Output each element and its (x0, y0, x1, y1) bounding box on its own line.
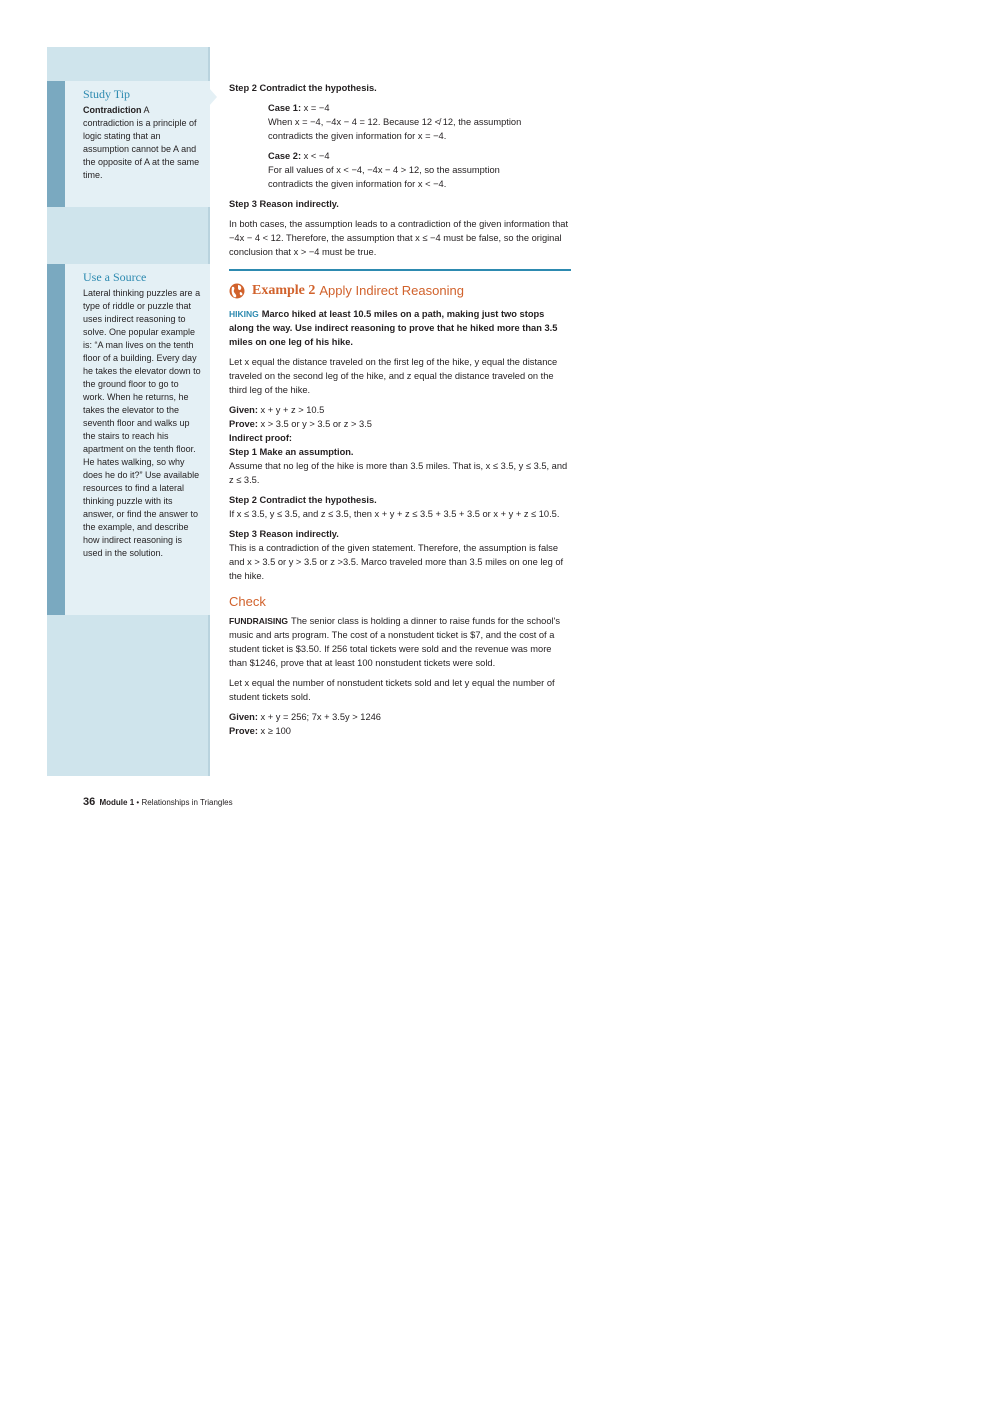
example-intro: Let x equal the distance traveled on the first leg of the hike, y equal the distance traveled on the second leg of the hike, and z equal the distance traveled on the third leg of the hike. (229, 357, 558, 395)
footer-separator: • (136, 798, 140, 807)
case2-line2: contradicts the given information for x < −4. (268, 179, 447, 189)
globe-icon (229, 283, 245, 299)
example-label: Example 2 (252, 283, 316, 298)
given-text: x + y + z > 10.5 (260, 405, 325, 415)
study-tip-body (83, 104, 202, 182)
case2-line1: For all values of x < −4, −4x − 4 > 12, so the assumption (268, 165, 500, 175)
ex-step2-label: Step 2 Contradict the hypothesis. (229, 495, 377, 505)
study-tip-box (47, 81, 210, 207)
use-source-title: Use a Source (83, 270, 147, 284)
example-title: Apply Indirect Reasoning (319, 283, 464, 298)
check-intro: Let x equal the number of nonstudent tickets sold and let y equal the number of student tickets sold. (229, 678, 555, 702)
main-content (229, 81, 571, 738)
case2-label: Case 2: (268, 151, 302, 161)
check-heading: Check (229, 594, 266, 609)
prove-text: x > 3.5 or y > 3.5 or z > 3.5 (260, 419, 372, 429)
ex-step3-text: This is a contradiction of the given statement. Therefore, the assumption is false and x > 3.5 or y > 3.5 or z >3.5. Marco traveled more than 3.5 miles on one leg of the hike. (229, 543, 564, 581)
ex-step2-text: If x ≤ 3.5, y ≤ 3.5, and z ≤ 3.5, then x + y + z ≤ 3.5 + 3.5 + 3.5 or x + y + z ≤ 10.5. (229, 509, 560, 519)
example-tag: HIKING (229, 309, 259, 319)
case1-line1: When x = −4, −4x − 4 = 12. Because 12 ≮ 12, the assumption (268, 117, 522, 127)
case1-line2: contradicts the given information for x = −4. (268, 131, 447, 141)
proof1-conclusion: In both cases, the assumption leads to a contradiction of the given information that −4x − 4 < 12. Therefore, the assumption that x ≤ −4 must be false, so the original conclusion that x > −4 must be true. (229, 219, 569, 257)
check-prove-label: Prove: (229, 726, 258, 736)
example-prompt (229, 307, 571, 349)
indirect-proof-label: Indirect proof: (229, 433, 293, 443)
proof1-step2-label: Step 2 Contradict the hypothesis. (229, 83, 377, 93)
ex-step1-label: Step 1 Make an assumption. (229, 447, 354, 457)
ex-step1-text: Assume that no leg of the hike is more than 3.5 miles. That is, x ≤ 3.5, y ≤ 3.5, and z ≤ 3.5. (229, 461, 568, 485)
page-number: 36 (83, 796, 96, 808)
check-tag: FUNDRAISING (229, 616, 289, 626)
study-tip-title: Study Tip (83, 87, 131, 101)
given-label: Given: (229, 405, 258, 415)
check-prompt-text: The senior class is holding a dinner to raise funds for the school's music and arts program. The cost of a nonstudent ticket is $7, and the cost of a student ticket is $3.50. If 256 total tickets were sold and the revenue was more than $1246, prove that at least 100 nonstudent tickets were sold. (229, 616, 560, 668)
page-footer (83, 796, 233, 808)
use-source-body: Lateral thinking puzzles are a type of riddle or puzzle that uses indirect reasoning to solve. One popular example is: “A man lives on the tenth floor of a building. Every day he takes the elevator down to the ground floor to go to work. When he returns, he takes the elevator to the seventh floor and walks up the stairs to reach his apartment on the tenth floor. He hates walking, so why does he do it?” Use available resources to find a lateral thinking puzzle with its answer, or find the answer to the example, and describe how indirect reasoning is used in the solution. (83, 288, 201, 558)
tip-pointer (209, 88, 217, 106)
case1-condition: x = −4 (303, 103, 330, 113)
example-prompt-text: Marco hiked at least 10.5 miles on a path, making just two stops along the way. Use indirect reasoning to prove that he hiked more than 3.5 miles on one leg of his hike. (229, 309, 558, 347)
study-tip-term: Contradiction (83, 105, 142, 115)
case2-condition: x < −4 (303, 151, 330, 161)
case1-label: Case 1: (268, 103, 302, 113)
use-source-box (47, 264, 210, 615)
check-given-label: Given: (229, 712, 258, 722)
footer-module: Module 1 (99, 798, 135, 807)
check-given-text: x + y = 256; 7x + 3.5y > 1246 (260, 712, 381, 722)
prove-label: Prove: (229, 419, 258, 429)
case-1 (229, 101, 571, 191)
check-prove-text: x ≥ 100 (260, 726, 291, 736)
ex-step3-label: Step 3 Reason indirectly. (229, 529, 339, 539)
footer-title: Relationships in Triangles (141, 798, 233, 807)
check-prompt (229, 614, 571, 670)
example-heading (229, 283, 571, 299)
study-tip-text: A contradiction is a principle of logic stating that an assumption cannot be A and the opposite of A at the same time. (83, 105, 200, 180)
proof1-step3-label: Step 3 Reason indirectly. (229, 199, 339, 209)
section-divider (229, 269, 571, 271)
